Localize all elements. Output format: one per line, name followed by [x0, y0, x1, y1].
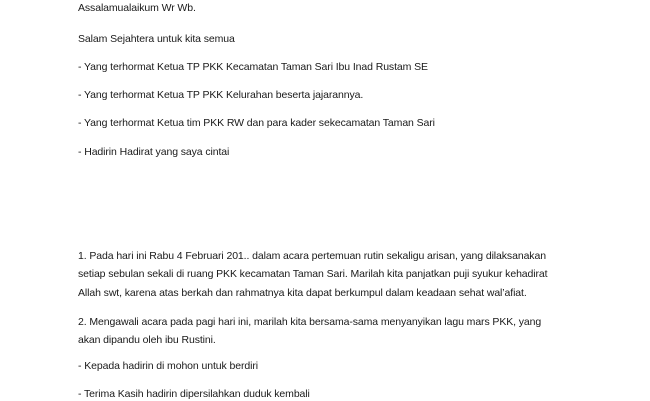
- paragraph-2-line-2: akan dipandu oleh ibu Rustini.: [78, 334, 216, 346]
- greeting-assalamualaikum: Assalamualaikum Wr Wb.: [78, 2, 196, 14]
- honorific-line-4: - Hadirin Hadirat yang saya cintai: [78, 146, 230, 158]
- honorific-line-3: - Yang terhormat Ketua tim PKK RW dan para kader sekecamatan Taman Sari: [78, 117, 435, 129]
- honorific-line-2: - Yang terhormat Ketua TP PKK Kelurahan beserta jajarannya.: [78, 89, 364, 101]
- paragraph-2-line-1: 2. Mengawali acara pada pagi hari ini, marilah kita bersama-sama menyanyikan lagu mars PKK, yang: [78, 316, 542, 328]
- paragraph-1-line-3: Allah swt, karena atas berkah dan rahmatnya kita dapat berkumpul dalam keadaan sehat wal’afiat.: [78, 287, 527, 299]
- paragraph-1-line-1: 1. Pada hari ini Rabu 4 Februari 201.. dalam acara pertemuan rutin sekaligu arisan, yang dilaksanakan: [78, 250, 546, 262]
- honorific-line-1: - Yang terhormat Ketua TP PKK Kecamatan Taman Sari Ibu Inad Rustam SE: [78, 61, 428, 73]
- greeting-salam-sejahtera: Salam Sejahtera untuk kita semua: [78, 33, 235, 45]
- instruction-line-1: - Kepada hadirin di mohon untuk berdiri: [78, 360, 258, 372]
- paragraph-1-line-2: setiap sebulan sekali di ruang PKK kecamatan Taman Sari. Marilah kita panjatkan puji syukur kehadirat: [78, 268, 548, 280]
- instruction-line-2: - Terima Kasih hadirin dipersilahkan duduk kembali: [78, 388, 310, 400]
